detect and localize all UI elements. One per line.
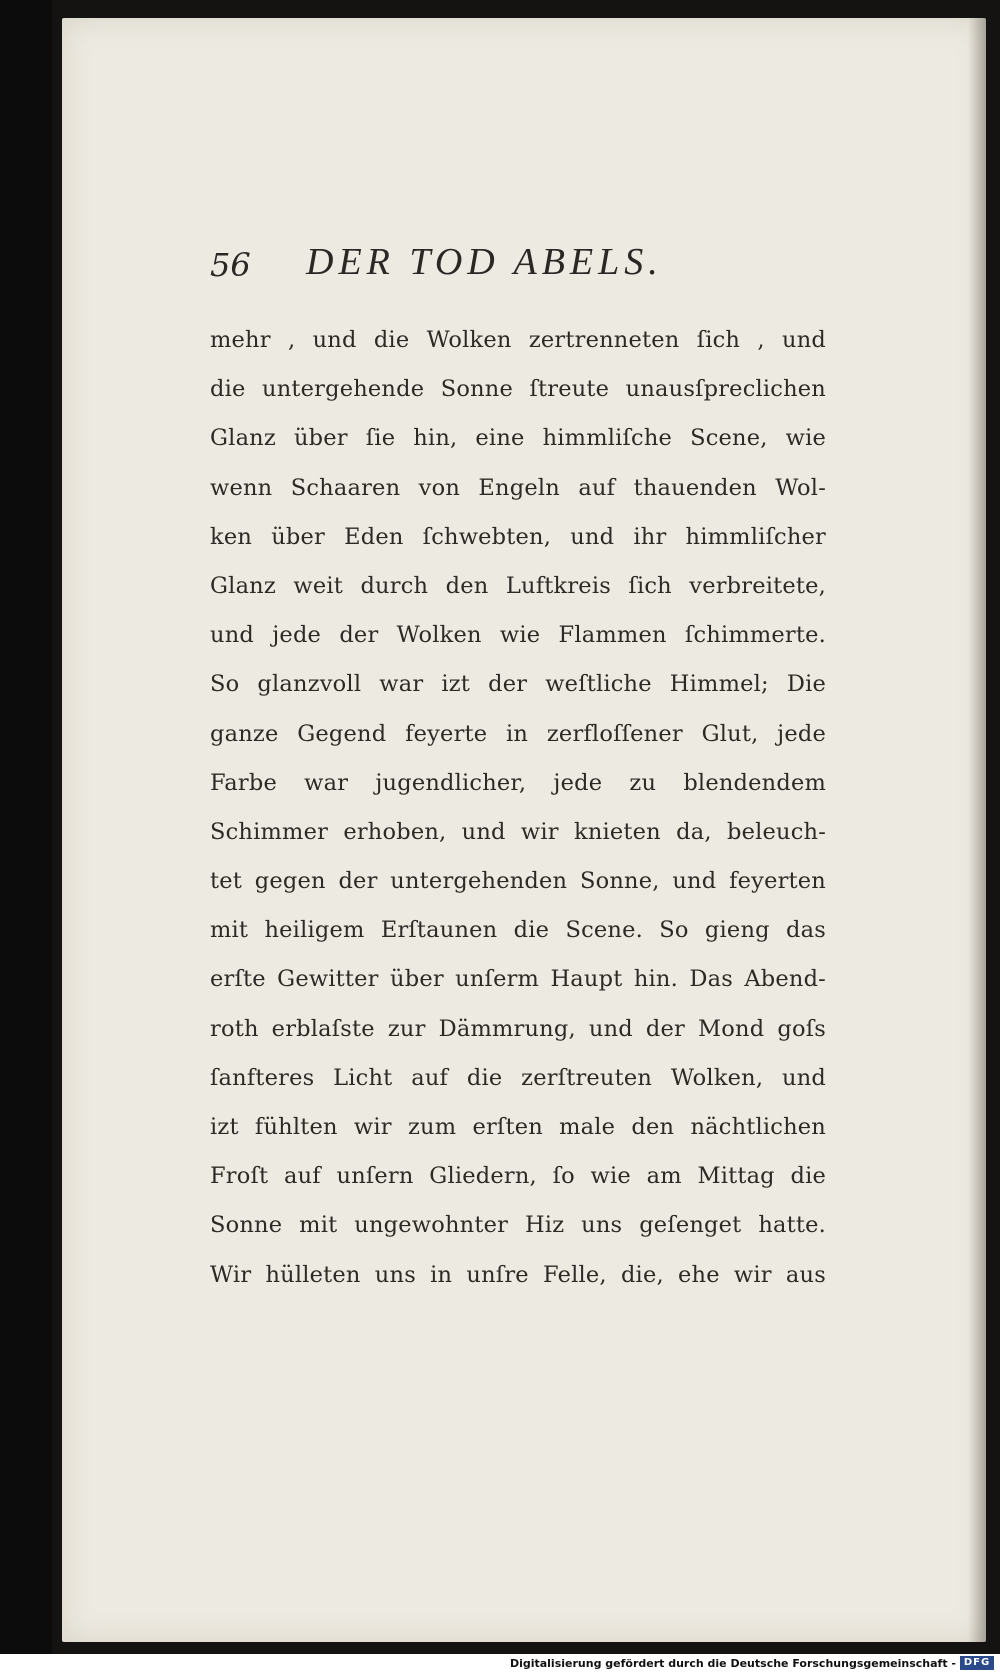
text-line: Froſt auf unſern Gliedern, ſo wie am Mittag die bbox=[210, 1163, 826, 1190]
dfg-logo: DFG bbox=[960, 1656, 994, 1670]
funding-credit: Digitalisierung gefördert durch die Deutsche Forschungsgemeinschaft - bbox=[509, 1657, 956, 1670]
page-number: 56 bbox=[210, 246, 251, 284]
text-line: Farbe war jugendlicher, jede zu blendendem bbox=[210, 769, 826, 796]
text-line: Sonne mit ungewohnter Hiz uns geſenget hatte. bbox=[210, 1212, 826, 1239]
text-line: wenn Schaaren von Engeln auf thauenden Wol- bbox=[210, 474, 826, 501]
running-head-title: DER TOD ABELS. bbox=[306, 241, 663, 283]
text-line: mehr , und die Wolken zertrenneten ſich , und bbox=[210, 327, 826, 353]
text-line: ſanfteres Licht auf die zerſtreuten Wolken, und bbox=[210, 1064, 826, 1091]
text-line: izt fühlten wir zum erſten male den nächtlichen bbox=[210, 1114, 826, 1140]
text-line: Glanz über ſie hin, eine himmliſche Scene, wie bbox=[210, 425, 826, 452]
text-line: und jede der Wolken wie Flammen ſchimmerte. bbox=[210, 622, 826, 649]
text-line: erſte Gewitter über unſerm Haupt hin. Das Abend- bbox=[210, 966, 826, 993]
text-line: ken über Eden ſchwebten, und ihr himmliſcher bbox=[210, 523, 826, 550]
text-line: Wir hülleten uns in unſre Felle, die, ehe wir aus bbox=[210, 1261, 826, 1288]
page-header bbox=[210, 236, 830, 296]
text-line: Schimmer erhoben, und wir knieten da, beleuch- bbox=[210, 818, 826, 845]
scan-binding-shadow bbox=[0, 0, 52, 1654]
text-line: roth erblaſste zur Dämmrung, und der Mond goſs bbox=[210, 1015, 826, 1042]
text-line: So glanzvoll war izt der weſtliche Himmel; Die bbox=[210, 671, 826, 698]
text-line: Glanz weit durch den Luftkreis ſich verbreitete, bbox=[210, 572, 826, 599]
text-line: mit heiligem Erſtaunen die Scene. So gieng das bbox=[210, 917, 826, 944]
page-edge-shadow bbox=[968, 18, 986, 1642]
text-line: ganze Gegend feyerte in zerfloſſener Glut, jede bbox=[210, 720, 826, 747]
body-text bbox=[210, 316, 826, 1300]
text-line: tet gegen der untergehenden Sonne, und feyerten bbox=[210, 868, 826, 895]
text-line: die untergehende Sonne ſtreute unausſpreclichen bbox=[210, 376, 826, 403]
